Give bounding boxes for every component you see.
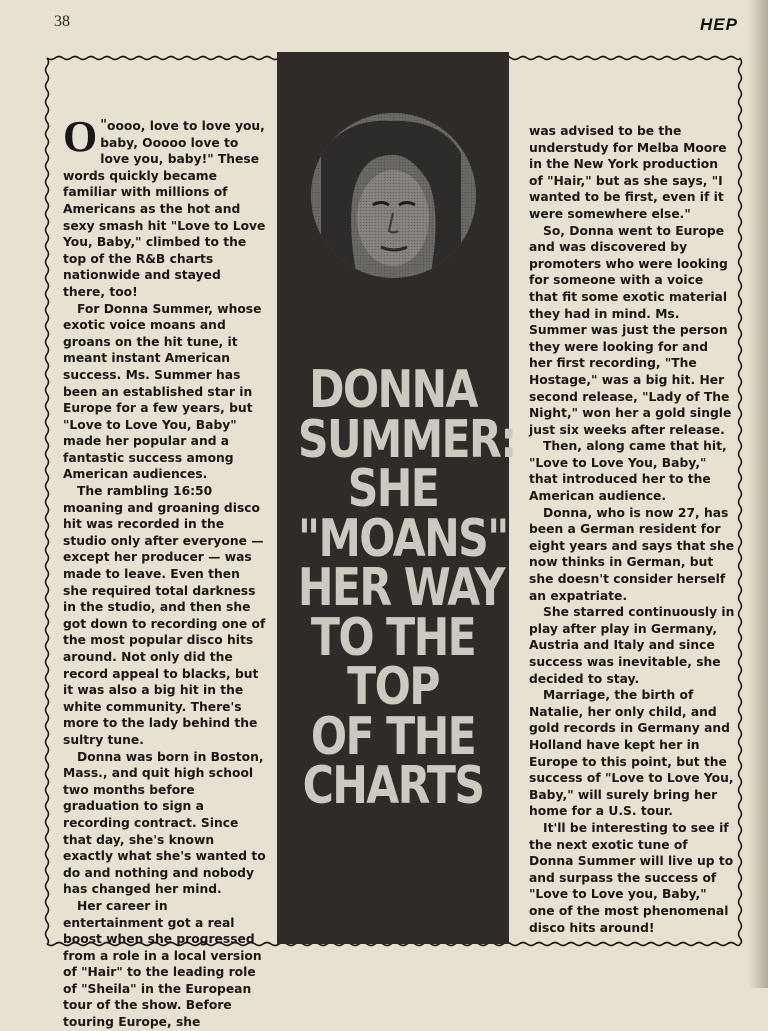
page-number: 38 (54, 13, 70, 30)
wavy-border-left (46, 58, 49, 944)
body-paragraph: Her career in entertainment got a real boost when she progressed from a role in a local version of "Hair" to the leading role of "Sheila" in the European tour of the show. Before touring Europe, she (63, 898, 262, 1030)
body-paragraph: was advised to be the understudy for Melba Moore in the New York production of "Hair," but as she says, "I wanted to be first, even if it were somewhere else." (529, 124, 727, 221)
donna-summer-photo (311, 113, 476, 278)
headline-line: "MOANS" (297, 508, 508, 569)
headline-line: TOP (347, 657, 439, 717)
body-paragraph: She starred continuously in play after play in Germany, Austria and Italy and since success was inevitable, she decided to stay. (529, 605, 735, 686)
body-paragraph: The rambling 16:50 moaning and groaning disco hit was recorded in the studio only after everyone — except her producer — was made to leave. Even then she required total darkness in the studio, and then she got down to recording one of the most popular disco hits around. Not only did the record appeal to blacks, but it was also a big hit in the white community. There's more to the lady behind the sultry tune. (63, 484, 266, 747)
portrait-image (311, 113, 476, 278)
wavy-border-right (739, 58, 742, 944)
body-paragraph: Donna was born in Boston, Mass., and quit high school two months before graduation to sign a recording contract. Since that day, she's known exactly what she's wanted to do and nothing and nobody has changed her mind. (63, 749, 266, 897)
opening-paragraph-text: oooo, love to love you, baby, Ooooo love to love you, baby!" These words quickly became familiar with millions of Americans as the hot and sexy smash hit "Love to Love You, Baby," climbed to the top of the R&B charts nationwide and stayed there, too! (63, 119, 266, 299)
body-paragraph: Then, along came that hit, "Love to Love You, Baby," that introduced her to the American audience. (529, 439, 727, 504)
headline-line: SUMMER: (297, 409, 516, 470)
left-column (63, 112, 267, 1031)
headline-line: SHE (347, 459, 439, 519)
body-paragraph: For Donna Summer, whose exotic voice moans and groans on the hit tune, it meant instant American success. Ms. Summer has been an established star in Europe for a few years, but "Love to Love You, Baby" made her popular and a fantastic success among American audiences. (63, 301, 262, 482)
headline-line: DONNA (309, 360, 477, 420)
headline-line: CHARTS (302, 756, 484, 816)
magazine-logo: HEP (700, 15, 738, 34)
opening-quote-mark: " (100, 118, 108, 133)
body-paragraph: Marriage, the birth of Natalie, her only child, and gold records in Germany and Holland have kept her in Europe to this point, but the success of "Love to Love You, Baby," will surely bring her home for a U.S. tour. (529, 688, 734, 819)
opening-paragraph (63, 112, 267, 301)
headline-line: TO THE (310, 607, 476, 668)
body-paragraph: Donna, who is now 27, has been a German resident for eight years and says that she now thinks in German, but she doesn't consider herself an expatriate. (529, 505, 735, 603)
body-paragraph: It'll be interesting to see if the next exotic tune of Donna Summer will live up to and surpass the success of "Love to Love you, Baby," one of the most phenomenal disco hits around! (529, 820, 734, 935)
headline (297, 360, 516, 816)
headline-line: OF THE (310, 706, 476, 767)
body-paragraph: So, Donna went to Europe and was discovered by promoters who were looking for someone with a voice that fit some exotic material they had in mind. Ms. Summer was just the person they were looking for and her first recording, "The Hostage," was a big hit. Her second release, "Lady of The Night," won her a gold single just six weeks after release. (529, 223, 732, 437)
right-column (529, 123, 735, 936)
drop-cap: O (63, 112, 98, 161)
headline-line: HER WAY (297, 558, 504, 618)
